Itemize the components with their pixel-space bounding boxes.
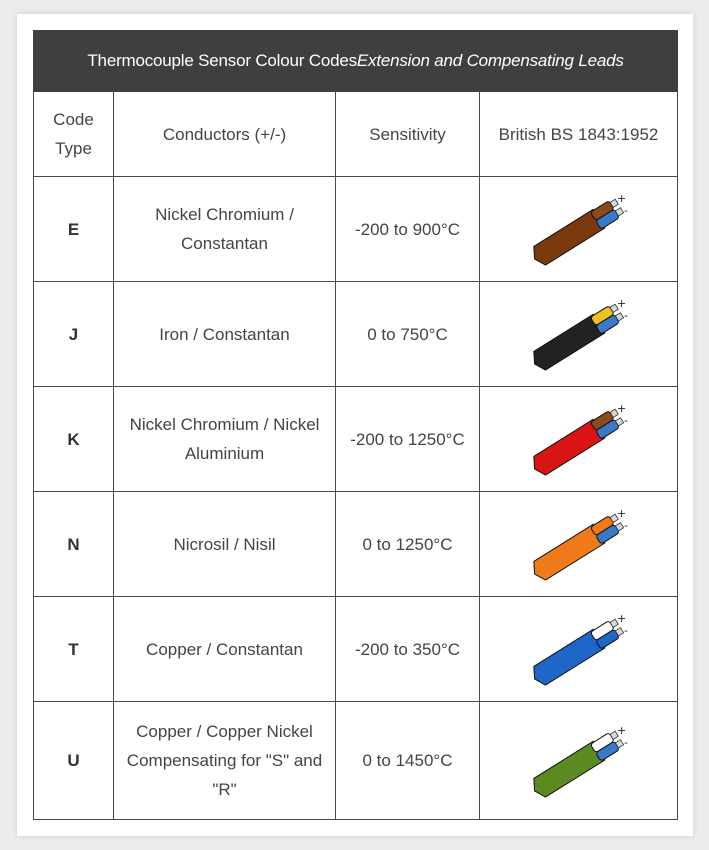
negative-mark: - [623, 624, 628, 637]
sensitivity-cell: -200 to 350°C [336, 597, 480, 702]
negative-mark: - [623, 204, 628, 217]
code-type-cell: U [34, 702, 114, 820]
positive-mark: + [616, 612, 626, 625]
header-row [34, 92, 678, 177]
code-type-cell: J [34, 282, 114, 387]
table-row [34, 702, 678, 820]
table-row [34, 177, 678, 282]
header-code-type: Code Type [34, 92, 114, 177]
cable-cell [480, 597, 678, 702]
code-type-cell: K [34, 387, 114, 492]
conductors-cell: Nickel Chromium / Constantan [114, 177, 336, 282]
conductors-cell: Nicrosil / Nisil [114, 492, 336, 597]
table-row [34, 597, 678, 702]
sensitivity-cell: 0 to 750°C [336, 282, 480, 387]
conductors-cell: Copper / Constantan [114, 597, 336, 702]
cable-cell [480, 492, 678, 597]
code-type-cell: T [34, 597, 114, 702]
cable-cell [480, 387, 678, 492]
cable-colour-icon [524, 505, 634, 583]
cable-colour-icon [524, 295, 634, 373]
header-standard: British BS 1843:1952 [480, 92, 678, 177]
table-card [17, 14, 693, 836]
cable-cell [480, 282, 678, 387]
sensitivity-cell: -200 to 900°C [336, 177, 480, 282]
sensitivity-cell: 0 to 1450°C [336, 702, 480, 820]
negative-mark: - [623, 309, 628, 322]
cable-colour-icon [524, 190, 634, 268]
code-type-cell: E [34, 177, 114, 282]
cable-colour-icon [524, 722, 634, 800]
conductors-cell: Copper / Copper Nickel Compensating for "S" and "R" [114, 702, 336, 820]
header-conductors: Conductors (+/-) [114, 92, 336, 177]
cable-colour-icon [524, 610, 634, 688]
negative-mark: - [623, 735, 628, 749]
table-row [34, 492, 678, 597]
table-row [34, 282, 678, 387]
table-title: Thermocouple Sensor Colour CodesExtension and Compensating Leads [34, 31, 678, 92]
header-sensitivity: Sensitivity [336, 92, 480, 177]
thermocouple-colour-code-table [33, 30, 678, 820]
positive-mark: + [616, 507, 626, 520]
cable-cell [480, 177, 678, 282]
conductors-cell: Nickel Chromium / Nickel Aluminium [114, 387, 336, 492]
positive-mark: + [616, 192, 626, 205]
negative-mark: - [623, 414, 628, 427]
code-type-cell: N [34, 492, 114, 597]
cable-cell [480, 702, 678, 820]
negative-mark: - [623, 519, 628, 532]
sensitivity-cell: -200 to 1250°C [336, 387, 480, 492]
positive-mark: + [616, 402, 626, 415]
table-row [34, 387, 678, 492]
conductors-cell: Iron / Constantan [114, 282, 336, 387]
positive-mark: + [616, 723, 626, 737]
cable-colour-icon [524, 400, 634, 478]
positive-mark: + [616, 297, 626, 310]
sensitivity-cell: 0 to 1250°C [336, 492, 480, 597]
